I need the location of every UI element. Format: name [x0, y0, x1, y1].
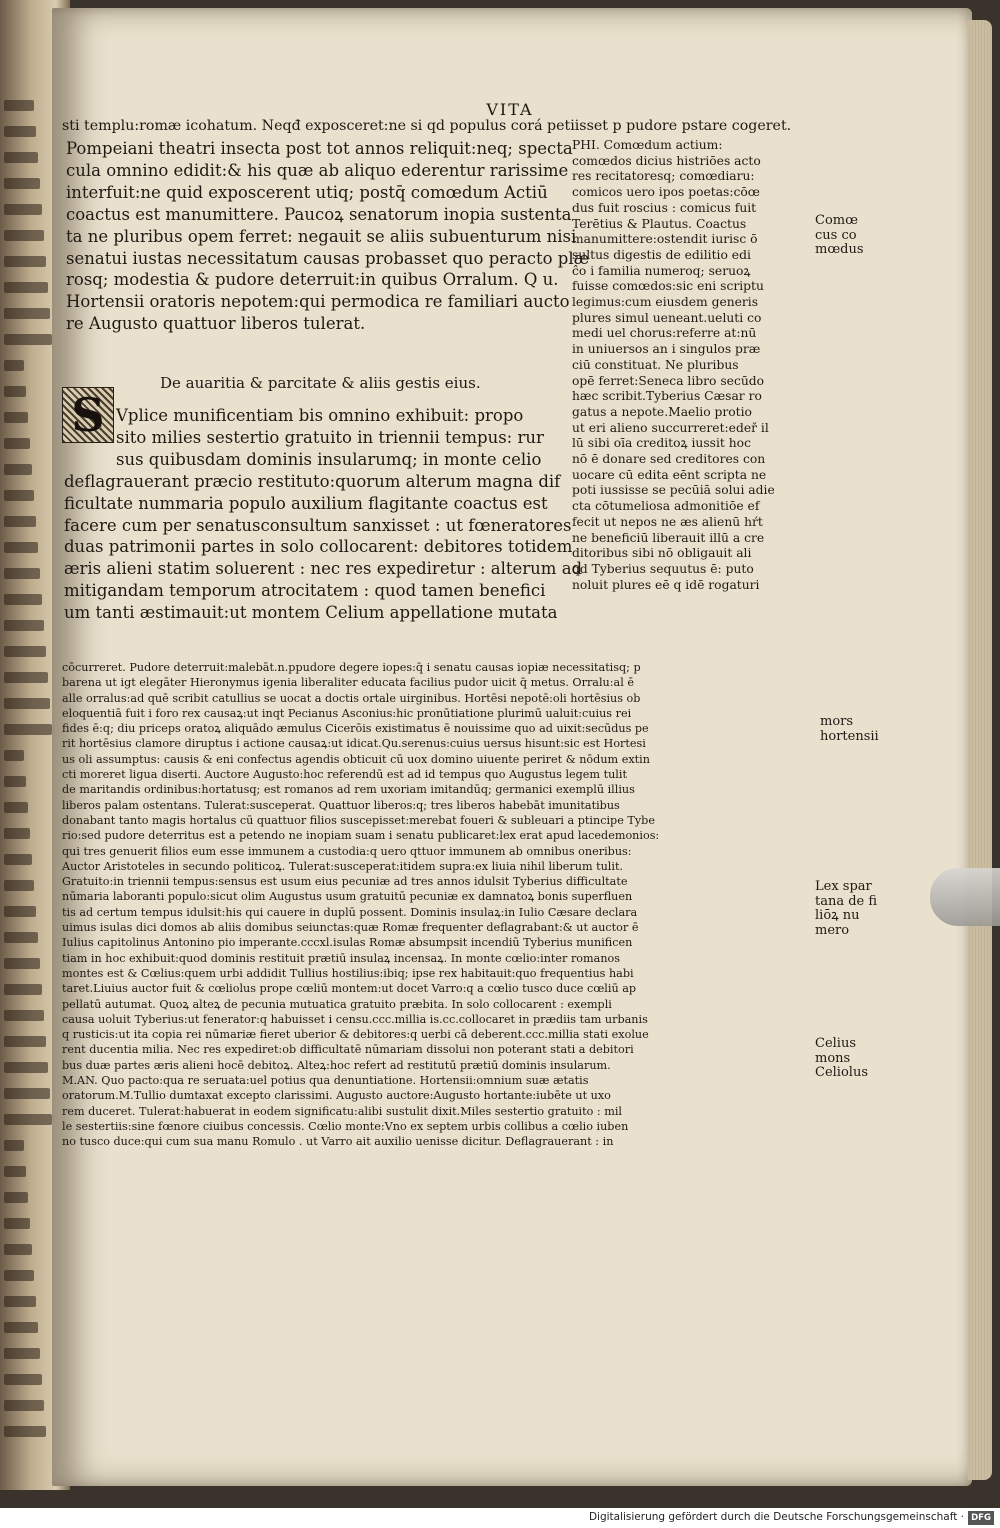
text-line: Celius: [815, 1036, 856, 1051]
text-line: ficultate nummaria populo auxilium flagitante coactus est: [64, 493, 548, 513]
text-line: uimus isulas dici domos ab aliis domibus seiunctas:quæ Romæ frequenter deflagrabant:& ut auctor ē: [62, 921, 639, 935]
commentary-block: [62, 660, 659, 1150]
text-line: legimus:cum eiusdem generis: [572, 295, 759, 310]
text-line: cti moreret ligua diserti. Auctore Augusto:hoc referendū est ad id tempus quo Augustus legem tulit: [62, 768, 627, 782]
text-line: deflagrauerant præcio restituto:quorum alterum magna dif: [64, 471, 561, 491]
text-line: le sestertiis:sine fœnore ciuibus concessis. Cœlio monte:Vno ex septem urbis collibus a cœlio iuben: [62, 1119, 629, 1133]
text-line: liberos palam ostentans. Tulerat:susceperat. Quattuor liberos:q; tres liberos habebāt imunitatibus: [62, 798, 620, 812]
text-line: Auctor Aristoteles in secundo politicoꝝ. Tulerat:susceperat:itidem supra:ex liuia nihil liberum tulit.: [62, 859, 624, 873]
left-page-text-fragment: [4, 932, 38, 943]
text-line: bus duæ partes æris alieni hocē debitoꝝ. Alteꝝ:hoc refert ad restitutū prætiū dominis insularum.: [62, 1058, 611, 1072]
text-line: senatui iustas necessitatum causas probasset quo peracto plæ: [66, 248, 590, 268]
text-line: interfuit:ne quid exposcerent utiq; postq̄ comœdum Actiū: [66, 182, 548, 202]
left-page-text-fragment: [4, 1062, 48, 1073]
text-line: sus quibusdam dominis insularumq; in monte celio: [116, 449, 542, 469]
text-line: rio:sed pudore deterritus est a petendo ne inopiam suam i senatu publicaret:lex erat apud lacedemonios:: [62, 829, 660, 843]
text-line: hæc scribit.Tyberius Cæsar ro: [572, 389, 762, 404]
text-line: pellatū autumat. Quoꝝ alteꝝ de pecunia mutuatica gratuito præbita. In solo collocarent : exempli: [62, 997, 612, 1011]
text-line: dus fuit roscius : comicus fuit: [572, 200, 757, 215]
text-line: tiam in hoc exhibuit:quod dominis restituit prætiū insulaꝝ incensaꝝ. In monte cœlio:inter romanos: [62, 951, 620, 965]
text-line: rosq; modestia & pudore deterruit:in quibus Orralum. Q u.: [66, 270, 559, 290]
left-page-text-fragment: [4, 776, 26, 787]
page-clip: [930, 868, 1000, 926]
text-line: cōcurreret. Pudore deterruit:malebāt.n.ppudore degere iopes:q̄ i senatu causas iopiæ necessitatisq; p: [62, 661, 641, 674]
text-line: Iulius capitolinus Antonino pio imperante.cccxl.isulas Romæ absumpsit incendiū Tyberius munificen: [62, 936, 633, 950]
left-page-text-fragment: [4, 256, 46, 267]
text-line: fecit ut nepos ne æs alienū hŕt: [572, 514, 763, 529]
text-line: Hortensii oratoris nepotem:qui permodica re familiari aucto: [66, 292, 570, 312]
text-line: noluit plures eē q idē rogaturi: [572, 577, 760, 592]
left-page-text-fragment: [4, 906, 36, 917]
left-page-text-fragment: [4, 828, 30, 839]
left-page-text-fragment: [4, 516, 36, 527]
text-line: mons: [815, 1050, 851, 1066]
section-heading: De auaritia & parcitate & aliis gestis eius.: [160, 374, 481, 392]
left-page-text-fragment: [4, 464, 32, 475]
text-line: comœdos dicius histriōes acto: [572, 153, 761, 168]
text-line: ĉo i familia numeroq; seruoꝝ: [572, 263, 751, 278]
left-page-text-fragment: [4, 1270, 34, 1281]
text-line: Vplice munificentiam bis omnino exhibuit: propo: [116, 406, 524, 425]
left-page-text-fragment: [4, 1036, 46, 1047]
left-page-text-fragment: [4, 984, 42, 995]
left-page-text-fragment: [4, 1192, 28, 1203]
left-page-text-fragment: [4, 1348, 40, 1359]
left-page-text-fragment: [4, 334, 52, 345]
text-line: uocare cū edita eēnt scripta ne: [572, 467, 767, 482]
left-page-text-fragment: [4, 802, 28, 813]
left-page-text-fragment: [4, 542, 38, 553]
text-line: duas patrimonii partes in solo collocarent: debitores totidem: [64, 537, 573, 557]
left-page-text-fragment: [4, 594, 42, 605]
text-line: ditoribus sibi nō obligauit ali: [572, 546, 752, 561]
text-line: barena ut igt elegāter Hieronymus igenia liberaliter educata facilius pudor uicit q̄ metus. Orralu:al ē: [62, 676, 634, 690]
text-line: æris alieni statim soluerent : nec res expediretur : alterum ad: [64, 559, 583, 579]
text-line: qd Tyberius sequutus ē: puto: [572, 561, 754, 576]
left-page-text-fragment: [4, 1244, 32, 1255]
text-line: q rusticis:ut ita copia rei nūmariæ fieret uberior & debitores:q uerbi cā deberent.ccc.millia stati exolue: [62, 1028, 649, 1042]
text-line: lū sibi oīa creditoꝝ iussit hoc: [572, 436, 751, 451]
text-line: hortensii: [820, 728, 879, 744]
text-line: rem duceret. Tulerat:habuerat in eodem significatu:alibi sustulit dixit.Miles sestertio gratuito : mil: [62, 1104, 623, 1118]
text-line: sito milies sestertio gratuito in triennii tempus: rur: [116, 427, 544, 447]
left-page-text-fragment: [4, 1374, 42, 1385]
text-line: PHI. Comœdum actium:: [572, 138, 723, 152]
left-page-text-fragment: [4, 1296, 36, 1307]
text-line: gatus a nepote.Maelio protio: [572, 404, 752, 419]
left-page-text-fragment: [4, 1114, 52, 1125]
left-page-text-fragment: [4, 620, 44, 631]
left-page-text-fragment: [4, 204, 42, 215]
text-line: Comœ: [815, 213, 858, 228]
margin-note-lex-spartana: [815, 880, 877, 938]
text-line: alle orralus:ad quē scribit catullius se uocat a doctis ortale uirginibus. Hortēsi nepotē:oli hortēsius ob: [62, 691, 641, 705]
text-line: rent ducentia milia. Nec res expediret:ob difficultatē nūmariam dissolui non poterant stati a debitori: [62, 1043, 634, 1057]
text-line: re Augusto quattuor liberos tulerat.: [66, 314, 366, 334]
text-line: causa uoluit Tyberius:ut fenerator:q habuisset i censu.ccc.millia is.cc.collocaret in prædiis tam urbanis: [62, 1012, 648, 1026]
text-line: manumittere:ostendit iurisc ō: [572, 232, 758, 247]
text-line: fides ē:q; diu priceps oratoꝝ aliquādo æmulus Cicerōis existimatus ē nouissime quo ad uixit:secūdus pe: [62, 722, 649, 736]
text-line: Lex spar: [815, 879, 872, 894]
left-page-text-fragment: [4, 750, 24, 761]
text-line: plures simul ueneant.ueluti co: [572, 310, 762, 325]
left-page-text-fragment: [4, 100, 34, 111]
text-line: mœdus: [815, 242, 864, 257]
text-line: M.AN. Quo pacto:qua re seruata:uel potius qua denuntiatione. Hortensii:omnium suæ ætatis: [62, 1074, 589, 1088]
text-line: ne beneficiū liberauit illū a cre: [572, 530, 765, 545]
left-page-text-fragment: [4, 672, 48, 683]
text-line: coactus est manumittere. Paucoꝝ senatorum inopia sustenta: [66, 204, 572, 224]
left-page-text-fragment: [4, 1218, 30, 1229]
text-line: comicos uero ipos poetas:cōœ: [572, 185, 760, 200]
right-commentary-column: [572, 138, 775, 593]
left-page-text-fragment: [4, 152, 38, 163]
margin-note-mors-hortensii: [820, 715, 879, 744]
left-page-text-fragment: [4, 646, 46, 657]
text-line: nō ē donare sed creditores con: [572, 452, 766, 467]
text-line: in uniuersos an i singulos præ: [572, 342, 761, 357]
text-line: Terētius & Plautus. Coactus: [572, 216, 747, 231]
left-page-text-fragment: [4, 568, 40, 579]
text-line: tis ad certum tempus idulsit:his qui cauere in duplū possent. Dominis insulaꝝ:in Iulio Cæsare declara: [62, 905, 638, 919]
left-page-text-fragment: [4, 880, 34, 891]
left-page-text-fragment: [4, 1322, 38, 1333]
left-page-text-fragment: [4, 1166, 26, 1177]
text-line: mitigandam temporum atrocitatem : quod tamen benefici: [64, 581, 546, 601]
margin-note-comoedus: [815, 214, 864, 258]
margin-note-celius-mons: [815, 1037, 868, 1081]
text-line: nūmaria laboranti populo:sicut olim Augustus usum gratuitū pecuniæ ex damnatoꝝ bonis superfluen: [62, 890, 633, 904]
text-line: facere cum per senatusconsultum sanxisset : ut fœneratores: [64, 515, 572, 535]
text-line: cus co: [815, 227, 857, 243]
text-line: no tusco duce:qui cum sua manu Romulo . ut Varro ait auxilio uenisse dicitur. Deflagrauerant : in: [62, 1135, 614, 1149]
text-line: Pompeiani theatri insecta post tot annos reliquit:neq; specta: [66, 139, 573, 158]
text-line: ciū constituat. Ne pluribus: [572, 357, 739, 372]
text-line: montes est & Cœlius:quem urbi addidit Tullius hostilius:ibiq; ipse rex habitauit:quo frequentius habi: [62, 966, 634, 980]
running-head: VITA: [486, 100, 534, 119]
left-page-text-fragment: [4, 126, 36, 137]
left-page-text-fragment: [4, 438, 30, 449]
decorated-initial-letter: S: [62, 387, 114, 443]
text-line: Celiolus: [815, 1065, 868, 1080]
left-page-text-fragment: [4, 724, 52, 735]
left-page-text-fragment: [4, 1088, 50, 1099]
text-line: liōꝝ nu: [815, 908, 860, 923]
text-line: res recitatoresq; comœdiaru:: [572, 169, 755, 184]
left-page-text-fragment: [4, 386, 26, 397]
left-page-text-fragment: [4, 1400, 44, 1411]
text-line: taret.Liuius auctor fuit & cœliolus prope cœliū montem:ut docet Varro:q a cœlio tusco duce cœliū ap: [62, 982, 637, 996]
text-line: rit hortēsius clamore diruptus i actione causaꝝ:ut idicat.Qu.serenus:cuius uersus hisunt:sic est Hortesi: [62, 737, 646, 751]
text-line: qui tres genuerit filios eum esse immunem a custodia:q uero qttuor immunem ab omnibus oneribus:: [62, 844, 632, 858]
text-line: cula omnino edidit:& his quæ ab aliquo ederentur rarissime: [66, 160, 569, 180]
left-page-text-fragment: [4, 1426, 46, 1437]
left-page-text-fragment: [4, 698, 50, 709]
main-text-block: [66, 138, 589, 335]
left-page-text-fragment: [4, 230, 44, 241]
top-line: sti templu:romæ icohatum. Neqđ exposceret:ne si qd populus corá petiisset p pudore pstare cogeret.: [62, 118, 792, 134]
dfg-logo-icon: DFG: [968, 1511, 994, 1525]
text-line: medi uel chorus:referre at:nū: [572, 326, 757, 341]
text-line: mero: [815, 922, 850, 938]
left-page-text-fragment: [4, 1140, 24, 1151]
text-line: eloquentiā fuit i foro rex causaꝝ:ut inqt Pecianus Asconius:hic pronūtiatione plurimū ualuit:cuius rei: [62, 706, 632, 720]
text-line: us oli assumptus: causis & eni confectus agendis obticuit cū uox domino uiuente periret & nōdum extin: [62, 752, 650, 766]
left-page-text-fragment: [4, 1010, 44, 1021]
text-line: cta cōtumeliosa admonitiōe ef: [572, 499, 760, 514]
text-line: de maritandis ordinibus:hortatusq; est romanos ad rem uxoriam imitandūq; germanici exemplū illius: [62, 783, 635, 797]
text-line: oratorum.M.Tullio dumtaxat excepto clarissimi. Augusto auctore:Augusto hortante:iubēte ut uxo: [62, 1089, 611, 1103]
text-line: opē ferret:Seneca libro secūdo: [572, 373, 765, 388]
section-text-block: [64, 405, 582, 624]
left-page-text-fragment: [4, 282, 48, 293]
text-line: Gratuito:in triennii tempus:sensus est usum eius pecuniæ ad tres annos idulsit Tyberius difficultate: [62, 875, 628, 889]
left-page-text-fragment: [4, 308, 50, 319]
text-line: sultus digestis de edilitio edi: [572, 247, 751, 262]
page-fore-edge: [968, 20, 992, 1480]
text-line: ut eri alieno succurreret:edeř il: [572, 420, 769, 435]
text-line: tana de fi: [815, 893, 878, 909]
left-page-text-fragment: [4, 412, 28, 423]
text-line: mors: [820, 714, 854, 729]
text-line: poti iussisse se pecūiā solui adie: [572, 483, 775, 498]
left-page-text-fragment: [4, 958, 40, 969]
left-page-text-fragment: [4, 490, 34, 501]
text-line: donabant tanto magis hortalus cū quattuor filios suscepisset:merebat foueri & subleuari a ptincipe Tybe: [62, 813, 655, 827]
text-line: ta ne pluribus opem ferret: negauit se aliis subuenturum nisi: [66, 226, 577, 246]
left-page-text-fragment: [4, 360, 24, 371]
text-line: um tanti æstimauit:ut montem Celium appellatione mutata: [64, 603, 558, 623]
left-page-text-fragment: [4, 178, 40, 189]
footer-credit: Digitalisierung gefördert durch die Deutsche Forschungsgemeinschaft ·: [588, 1511, 964, 1523]
text-line: fuisse comœdos:sic eni scriptu: [572, 279, 764, 294]
left-page-text-fragment: [4, 854, 32, 865]
